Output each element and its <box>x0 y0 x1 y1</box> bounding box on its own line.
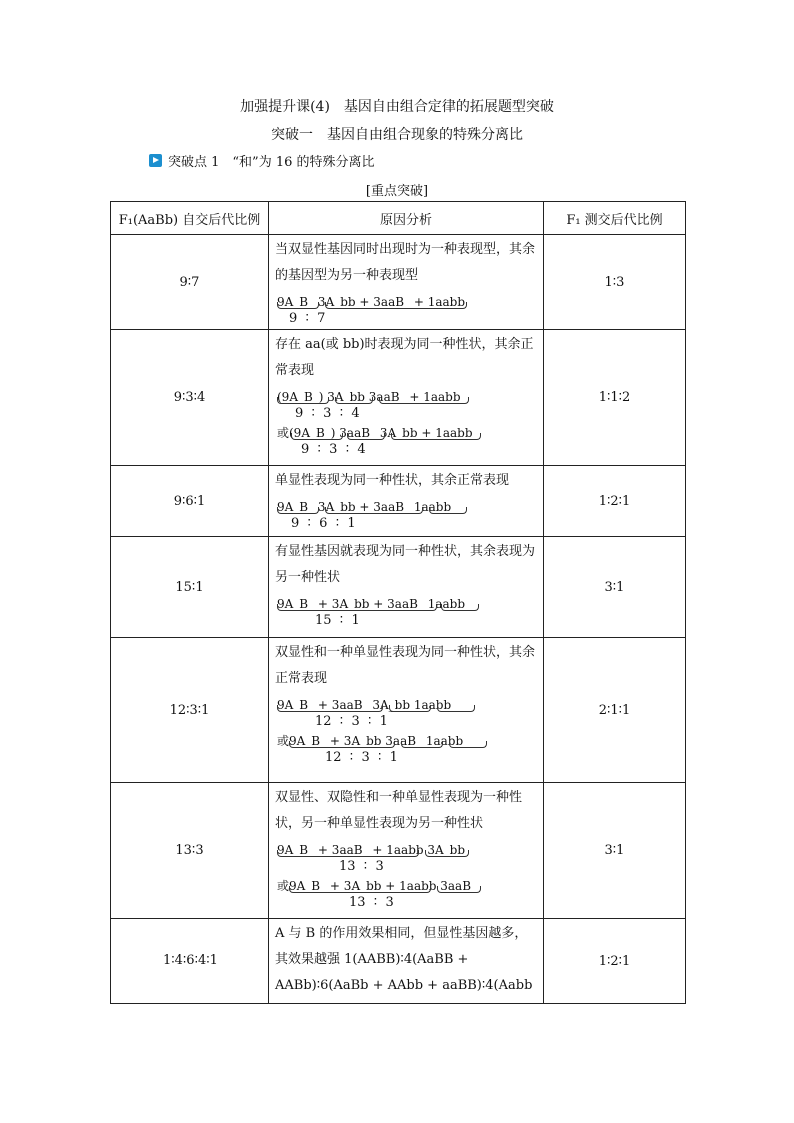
analysis-cell <box>269 330 544 466</box>
formula-genotypes: 或9A_B_ + 3A_bb + 1aabb 3aaB_ <box>277 879 478 893</box>
genotype-formula <box>275 873 537 909</box>
test-cross-ratio: 3∶1 <box>544 783 686 919</box>
brace-mark <box>437 886 481 893</box>
formula-genotypes: 或(9A_B_) 3aaB_ 3A_bb + 1aabb <box>277 426 473 440</box>
test-cross-ratio: 1∶1∶2 <box>544 330 686 466</box>
test-cross-ratio: 3∶1 <box>544 537 686 638</box>
formula-genotypes: 9A_B_ 3A_bb + 3aaB_ 1aabb <box>277 500 452 514</box>
genotype-formula <box>275 384 537 420</box>
self-cross-ratio: 9∶3∶4 <box>111 330 269 466</box>
brace-mark <box>401 741 443 748</box>
formula-ratio: 9 ∶ 6 ∶ 1 <box>291 516 356 531</box>
brace-mark <box>441 604 479 611</box>
analysis-cell <box>269 466 544 537</box>
formula-genotypes: (9A_B_) 3A_bb 3aaB_ + 1aabb <box>277 390 461 404</box>
test-cross-ratio: 1∶3 <box>544 235 686 330</box>
genotype-formula <box>275 289 537 325</box>
self-cross-ratio: 15∶1 <box>111 537 269 638</box>
brace-mark <box>425 850 469 857</box>
genotype-formula <box>275 837 537 873</box>
brace-mark <box>379 397 469 404</box>
analysis-text: A 与 B 的作用效果相同，但显性基因越多，其效果越强 1(AABB)∶4(AaBB + AABb)∶6(AaBb + AAbb + aaBB)∶4(Aabb <box>275 926 533 993</box>
header-test-cross: F₁ 测交后代比例 <box>544 202 686 235</box>
table-row <box>111 919 686 1004</box>
analysis-cell <box>269 638 544 783</box>
self-cross-ratio: 9∶6∶1 <box>111 466 269 537</box>
analysis-cell <box>269 919 544 1004</box>
breakthrough-point-label: 突破点 1 “和”为 16 的特殊分离比 <box>168 155 375 170</box>
header-analysis: 原因分析 <box>269 202 544 235</box>
breakthrough-point <box>149 151 375 170</box>
formula-ratio: 13 ∶ 3 <box>349 895 394 910</box>
formula-ratio: 9 ∶ 7 <box>289 311 326 326</box>
analysis-text: 单显性表现为同一种性状，其余正常表现 <box>275 473 510 488</box>
formula-genotypes: 9A_B_ 3A_bb + 3aaB_ + 1aabb <box>277 295 466 309</box>
section-label: [重点突破] <box>365 184 429 199</box>
page-title: 加强提升课(4) 基因自由组合定律的拓展题型突破 <box>240 99 554 115</box>
genotype-formula <box>275 728 537 764</box>
ratio-table <box>110 201 686 1004</box>
analysis-text: 双显性、双隐性和一种单显性表现为一种性状，另一种单显性表现为另一种性状 <box>275 790 523 831</box>
self-cross-ratio: 13∶3 <box>111 783 269 919</box>
analysis-cell <box>269 537 544 638</box>
brace-mark <box>391 433 481 440</box>
formula-ratio: 9 ∶ 3 ∶ 4 <box>295 406 360 421</box>
table-row <box>111 783 686 919</box>
formula-genotypes: 9A_B_ + 3aaB_ + 1aabb 3A_bb <box>277 843 466 857</box>
formula-ratio: 15 ∶ 1 <box>315 613 360 628</box>
formula-ratio: 13 ∶ 3 <box>339 859 384 874</box>
test-cross-ratio: 1∶2∶1 <box>544 466 686 537</box>
genotype-formula <box>275 420 537 456</box>
analysis-text: 存在 aa(或 bb)时表现为同一种性状，其余正常表现 <box>275 337 534 378</box>
table-row <box>111 466 686 537</box>
table-row <box>111 537 686 638</box>
analysis-text: 有显性基因就表现为同一种性状，其余表现为另一种性状 <box>275 544 536 585</box>
table-row <box>111 638 686 783</box>
analysis-text: 当双显性基因同时出现时为一种表现型，其余的基因型为另一种表现型 <box>275 242 536 283</box>
brace-mark <box>325 302 467 309</box>
genotype-formula <box>275 494 537 530</box>
table-row <box>111 330 686 466</box>
self-cross-ratio: 12∶3∶1 <box>111 638 269 783</box>
page-subtitle: 突破一 基因自由组合现象的特殊分离比 <box>271 127 523 143</box>
genotype-formula <box>275 692 537 728</box>
test-cross-ratio: 1∶2∶1 <box>544 919 686 1004</box>
table-header-row <box>111 202 686 235</box>
test-cross-ratio: 2∶1∶1 <box>544 638 686 783</box>
formula-ratio: 9 ∶ 3 ∶ 4 <box>301 442 366 457</box>
analysis-cell <box>269 235 544 330</box>
brace-mark <box>437 705 475 712</box>
brace-mark <box>389 705 431 712</box>
analysis-cell <box>269 783 544 919</box>
formula-ratio: 12 ∶ 3 ∶ 1 <box>315 714 388 729</box>
self-cross-ratio: 1∶4∶6∶4∶1 <box>111 919 269 1004</box>
analysis-text: 双显性和一种单显性表现为同一种性状，其余正常表现 <box>275 645 536 686</box>
header-self-cross: F₁(AaBb) 自交后代比例 <box>111 202 269 235</box>
formula-genotypes: 或9A_B_ + 3A_bb 3aaB_ 1aabb <box>277 734 464 748</box>
play-icon <box>149 154 162 167</box>
brace-mark <box>449 741 487 748</box>
self-cross-ratio: 9∶7 <box>111 235 269 330</box>
brace-mark <box>429 507 467 514</box>
formula-ratio: 12 ∶ 3 ∶ 1 <box>325 750 398 765</box>
formula-genotypes: 9A_B_ + 3A_bb + 3aaB_ 1aabb <box>277 597 466 611</box>
formula-genotypes: 9A_B_ + 3aaB_ 3A_bb 1aabb <box>277 698 452 712</box>
table-row <box>111 235 686 330</box>
genotype-formula <box>275 591 537 627</box>
